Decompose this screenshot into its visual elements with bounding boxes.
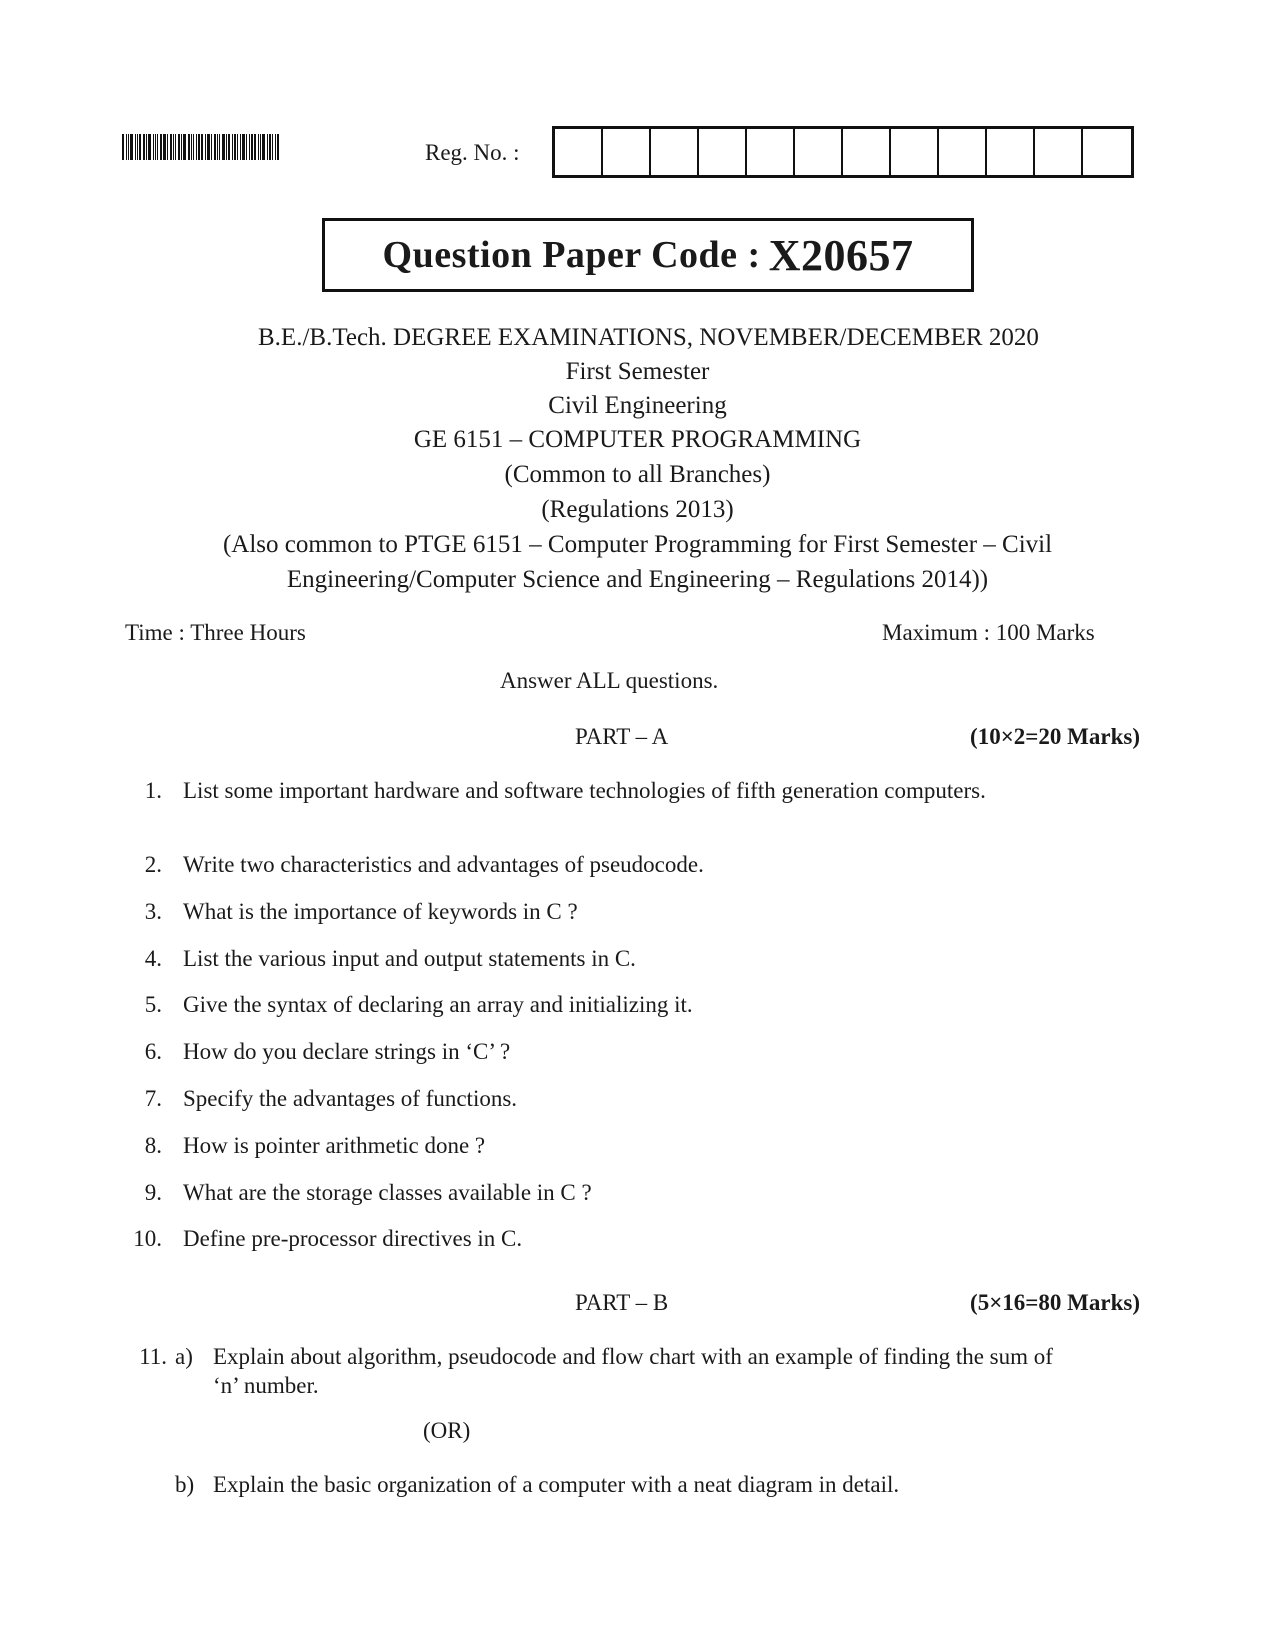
question-number: 4. <box>144 946 162 971</box>
barcode-bar <box>211 134 212 160</box>
maximum-marks: Maximum : 100 Marks <box>882 620 1095 645</box>
reg-no-box <box>987 129 1035 175</box>
reg-no-box <box>843 129 891 175</box>
barcode-bar <box>251 134 253 160</box>
barcode-bar <box>219 134 220 160</box>
barcode-bar <box>193 134 194 160</box>
question-11-number: 11. <box>139 1344 167 1369</box>
barcode-bar <box>201 134 203 160</box>
barcode-bar <box>122 134 124 160</box>
barcode-bar <box>143 134 145 160</box>
question-9 <box>120 1178 1140 1208</box>
barcode-bar <box>173 134 174 160</box>
part-a-marks: (10×2=20 Marks) <box>970 724 1140 749</box>
barcode-bar <box>198 134 200 160</box>
barcode-bar <box>126 134 127 160</box>
barcode-bar <box>260 134 261 160</box>
or-separator: (OR) <box>423 1418 471 1443</box>
barcode-bar <box>191 134 192 160</box>
barcode-bar <box>226 134 227 160</box>
question-1 <box>120 776 1140 806</box>
barcode-bar <box>137 134 138 160</box>
time-allowed: Time : Three Hours <box>125 620 306 645</box>
question-11b-label: b) <box>175 1472 195 1497</box>
reg-no-box <box>747 129 795 175</box>
barcode-bar <box>146 134 147 160</box>
barcode-bar <box>181 134 182 160</box>
question-10 <box>120 1224 1140 1254</box>
qp-code-value: X20657 <box>768 230 914 280</box>
barcode-bar <box>157 134 158 160</box>
barcode-bar <box>214 134 216 160</box>
barcode-bar <box>249 134 250 160</box>
degree-line: B.E./B.Tech. DEGREE EXAMINATIONS, NOVEMBER/DECEMBER 2020 <box>258 324 1039 351</box>
question-11a <box>125 1342 1095 1400</box>
reg-no-box <box>651 129 699 175</box>
barcode-bar <box>262 134 265 160</box>
barcode-bar <box>135 134 136 160</box>
question-number: 1. <box>144 778 162 803</box>
instruction: Answer ALL questions. <box>500 668 719 693</box>
question-paper-code <box>322 218 974 292</box>
branch: Civil Engineering <box>548 392 727 419</box>
question-text: Specify the advantages of functions. <box>183 1086 518 1111</box>
question-number: 7. <box>144 1086 162 1111</box>
barcode-bar <box>153 134 154 160</box>
question-number: 2. <box>144 852 162 877</box>
part-b-marks: (5×16=80 Marks) <box>970 1290 1140 1315</box>
reg-no-box <box>1035 129 1083 175</box>
question-4 <box>120 944 1140 974</box>
also-common-line-1: (Also common to PTGE 6151 – Computer Programming for First Semester – Civil <box>222 531 1053 558</box>
question-text: How do you declare strings in ‘C’ ? <box>183 1039 511 1064</box>
reg-no-boxes <box>552 126 1134 178</box>
common-to-branches: (Common to all Branches) <box>504 461 771 488</box>
barcode-bar <box>246 134 247 160</box>
barcode-bar <box>155 134 156 160</box>
barcode-bar <box>269 134 271 160</box>
question-11b <box>175 1470 1075 1499</box>
part-a-title: PART – A <box>575 724 669 749</box>
reg-no-box <box>603 129 651 175</box>
reg-no-box <box>1083 129 1131 175</box>
question-number: 8. <box>144 1133 162 1158</box>
question-number: 5. <box>144 992 162 1017</box>
question-8 <box>120 1131 1140 1161</box>
question-2 <box>120 850 1140 880</box>
question-text: What are the storage classes available in C ? <box>183 1180 592 1205</box>
question-11a-text: Explain about algorithm, pseudocode and flow chart with an example of finding the sum of ‘n’ number. <box>213 1344 1053 1398</box>
barcode-bar <box>207 134 210 160</box>
barcode-bar <box>205 134 206 160</box>
question-3 <box>120 897 1140 927</box>
barcode-bar <box>183 134 186 160</box>
also-common-line-2: Engineering/Computer Science and Engineering – Regulations 2014)) <box>286 566 989 593</box>
barcode-bar <box>234 134 236 160</box>
reg-no-box <box>891 129 939 175</box>
question-text: What is the importance of keywords in C ? <box>183 899 578 924</box>
barcode-bar <box>188 134 190 160</box>
question-text: Give the syntax of declaring an array and initializing it. <box>183 992 693 1017</box>
subject: GE 6151 – COMPUTER PROGRAMMING <box>413 426 862 453</box>
reg-no-box <box>555 129 603 175</box>
barcode <box>122 134 298 160</box>
barcode-bar <box>217 134 218 160</box>
barcode-bar <box>254 134 256 160</box>
reg-no-box <box>939 129 987 175</box>
barcode-bar <box>275 134 276 160</box>
question-5 <box>120 990 1140 1020</box>
question-text: List the various input and output statements in C. <box>183 946 636 971</box>
barcode-bar <box>228 134 230 160</box>
semester: First Semester <box>565 358 710 385</box>
question-number: 3. <box>144 899 162 924</box>
reg-no-label: Reg. No. : <box>425 140 520 165</box>
barcode-bar <box>163 134 166 160</box>
barcode-bar <box>267 134 268 160</box>
question-11b-text: Explain the basic organization of a computer with a neat diagram in detail. <box>213 1472 900 1497</box>
barcode-bar <box>277 134 279 160</box>
question-11a-label: a) <box>175 1344 193 1369</box>
reg-no-box <box>795 129 843 175</box>
barcode-bar <box>237 134 238 160</box>
barcode-bar <box>160 134 162 160</box>
barcode-bar <box>178 134 180 160</box>
barcode-bar <box>272 134 273 160</box>
barcode-bar <box>170 134 172 160</box>
question-text: How is pointer arithmetic done ? <box>183 1133 486 1158</box>
qp-code-label: Question Paper Code : <box>382 234 761 276</box>
barcode-bar <box>242 134 245 160</box>
reg-no-box <box>699 129 747 175</box>
barcode-bar <box>232 134 233 160</box>
barcode-bar <box>222 134 225 160</box>
barcode-bar <box>240 134 241 160</box>
question-number: 9. <box>144 1180 162 1205</box>
barcode-bar <box>130 134 133 160</box>
question-number: 6. <box>144 1039 162 1064</box>
barcode-bar <box>139 134 141 160</box>
question-text: Define pre-processor directives in C. <box>183 1226 523 1251</box>
barcode-bar <box>128 134 129 160</box>
barcode-bar <box>175 134 176 160</box>
barcode-bar <box>167 134 168 160</box>
question-7 <box>120 1084 1140 1114</box>
regulations: (Regulations 2013) <box>541 496 734 523</box>
question-number: 10. <box>133 1226 162 1251</box>
question-text: Write two characteristics and advantages of pseudocode. <box>183 852 704 877</box>
barcode-bar <box>258 134 259 160</box>
part-b-title: PART – B <box>575 1290 669 1315</box>
barcode-bar <box>196 134 197 160</box>
barcode-bar <box>148 134 151 160</box>
question-6 <box>120 1037 1140 1067</box>
question-text: List some important hardware and software technologies of fifth generation computers. <box>183 778 986 803</box>
